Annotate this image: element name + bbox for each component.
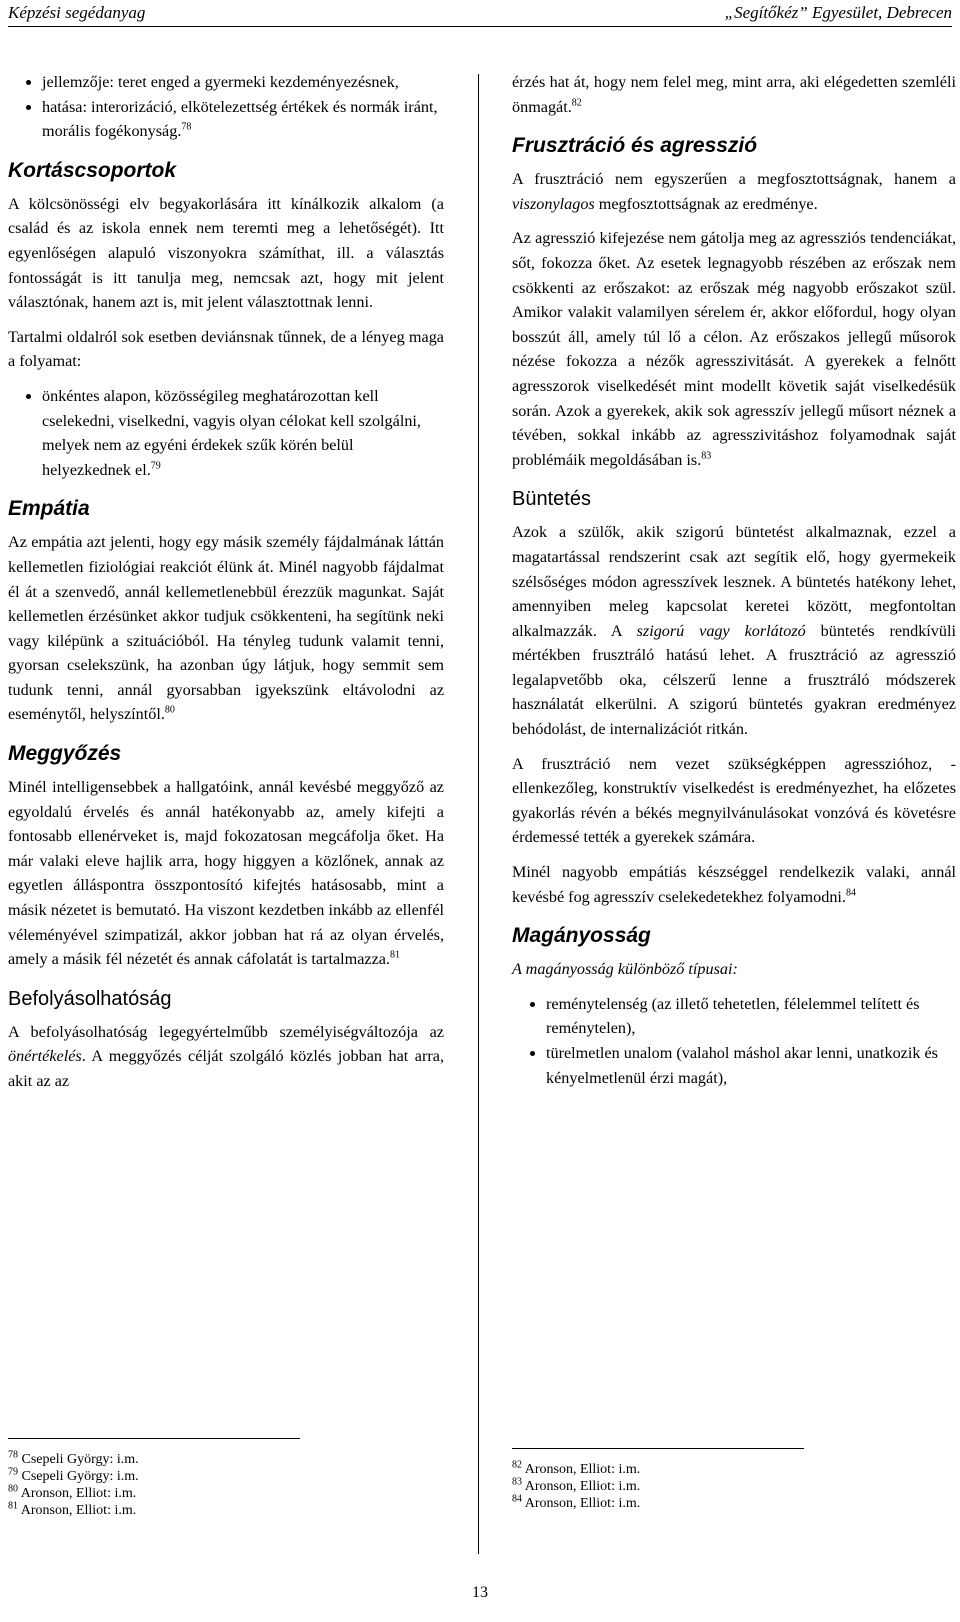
footnote-ref[interactable]: 79 — [150, 460, 161, 472]
left-column — [8, 70, 444, 1104]
heading-meggyozes: Meggyőzés — [8, 742, 122, 766]
footnote: $^{82}$ Aronson, Elliot: i.m. — [512, 1459, 641, 1477]
footnotes-left — [8, 1438, 444, 1519]
paragraph: érzés hat át, hogy nem felel meg, mint arra, aki elégedetten szemléli önmagát.$^{82}$ — [512, 73, 956, 116]
footnote: $^{80}$ Aronson, Elliot: i.m. — [8, 1483, 137, 1501]
heading-maganyossag: Magányosság — [512, 924, 651, 948]
paragraph: A kölcsönösségi elv begyakorlására itt kínálkozik alkalom (a család és az iskola ennek nem teremti meg a lehetőségét). Itt egyenlőségen alapuló viszonyokra számíthat, ill. a választás fontosságát is itt tanulja meg, nemcsak azt, hogy mit jelent választónak, hanem azt is, mit jelent választottnak lenni. — [8, 194, 444, 312]
footnote: $^{78}$ Csepeli György: i.m. — [8, 1449, 139, 1467]
footnote-ref[interactable]: 83 — [701, 450, 712, 462]
list-item: • önkéntes alapon, közösségileg meghatározottan kell cselekedni, viselkedni, vagyis olyan célokat kell szolgálni, melyek nem az egyéni érdekek szűk körén belül helyezkednek el.$^{79}$ — [42, 384, 444, 482]
paragraph: Minél nagyobb empátiás készséggel rendelkezik valaki, annál kevésbé fog agresszív cselekedetekhez folyamodni.$^{84}$ — [512, 863, 956, 906]
paragraph: Az empátia azt jelenti, hogy egy másik személy fájdalmának láttán kellemetlen fiziológiai reakciót élünk át. Minél nagyobb fájdalmat él át a szenvedő, annál kellemetlenebbül érezzük magunkat. Saját kellemetlen érzésünket akkor tudjuk csökkenteni, ha segítünk neki vagy kilépünk a szituációból. Ha tényleg tudunk valamit tenni, gyorsan cselekszünk, ha azonban úgy látjuk, hogy semmit sem tudunk tenni, annál gyorsabban igyekszünk eltávolodni az eseménytől, helyszíntől.$^{80}$ — [8, 533, 444, 724]
footnote-ref[interactable]: 81 — [390, 949, 401, 961]
footnote-ref[interactable]: 82 — [571, 97, 582, 109]
paragraph: A magányosság különböző típusai: — [512, 960, 738, 979]
paragraph: Minél intelligensebbek a hallgatóink, annál kevésbé meggyőző az egyoldalú érvelés és annál hatékonyabb az, amely kifejti a fontosabb ellenérveket is, majd fokozatosan megcáfolja őket. Ha már valaki eleve hajlik arra, hogy higgyen a közlőnek, annak az egyetlen álláspontra összpontosító kifejtés hatásosabb, mint a másik nézetet is bemutató. Ha viszont kezdetben inkább az ellenfél véleményével szimpatizál, akkor jobban hat rá az olyan érvelés, amely a másik fél nézetét és annak cáfolatát is tartalmazza.$^{81}$ — [8, 778, 444, 969]
heading-befolyasolhatosag: Befolyásolhatóság — [8, 987, 172, 1010]
list-item: • türelmetlen unalom (valahol máshol akar lenni, unatkozik és kényelmetlenül érzi magát), — [546, 1041, 956, 1090]
footnote-ref[interactable]: 78 — [181, 121, 192, 133]
header-left-title: Képzési segédanyag — [8, 3, 146, 22]
list-item: • reménytelenség (az illető tehetetlen, félelemmel telített és reménytelen), — [546, 992, 956, 1041]
paragraph: A befolyásolhatóság legegyértelműbb személyiségváltozója az önértékelés. A meggyőzés célját szolgáló közlés jobban hat arra, akit az az — [8, 1022, 444, 1090]
footnote-ref[interactable]: 84 — [845, 887, 856, 899]
page-number: 13 — [472, 1584, 488, 1601]
footnote: $^{84}$ Aronson, Elliot: i.m. — [512, 1493, 641, 1511]
paragraph: A frusztráció nem egyszerűen a megfosztottságnak, hanem a viszonylagos megfosztottságnak az eredménye. — [512, 170, 956, 213]
bullet-list-loneliness — [512, 992, 956, 1090]
paragraph: Tartalmi oldalról sok esetben deviánsnak tűnnek, de a lényeg maga a folyamat: — [8, 327, 444, 371]
bullet-list-peers — [8, 384, 444, 482]
heading-buntetes: Büntetés — [512, 488, 591, 511]
footnote: $^{81}$ Aronson, Elliot: i.m. — [8, 1500, 137, 1518]
heading-frusztracio: Frusztráció és agresszió — [512, 134, 758, 158]
header-right-title: „Segítőkéz” Egyesület, Debrecen — [724, 3, 952, 22]
footnote-rule — [8, 1438, 300, 1439]
heading-empatia: Empátia — [8, 497, 90, 521]
list-item: • hatása: interorizáció, elkötelezettség értékek és normák iránt, morális fogékonyság.$^{78}$ — [42, 95, 444, 144]
footnotes-right — [512, 1448, 956, 1512]
bullet-list-family — [8, 70, 444, 144]
footnote: $^{83}$ Aronson, Elliot: i.m. — [512, 1476, 641, 1494]
footnote-ref[interactable]: 80 — [164, 705, 175, 717]
paragraph: Azok a szülők, akik szigorú büntetést alkalmaznak, ezzel a magatartással rendszerint csak azt segítik elő, hogy gyermekeik szélsőséges módon agresszívek lesznek. A büntetés hatékony lehet, amennyiben meleg kapcsolat keretei között, megfontoltan alkalmazzák. A szigorú vagy korlátozó büntetés rendkívüli mértékben frusztráló hatású lehet. A frusztráció az agresszió legalapvetőbb oka, célszerű lenne a frusztráló módszerek használatát elkerülni. A szigorú büntetés gyakran eredményez behódolást, de internalizációt ritkán. — [512, 523, 956, 739]
paragraph: A frusztráció nem vezet szükségképpen agresszióhoz, - ellenkezőleg, konstruktív viselkedést is eredményezhet, ha előzetes gyakorlás révén a békés megnyilvánulásokat vonzóvá és követésre érdemessé tették a gyerekek számára. — [512, 754, 956, 847]
footnote-rule — [512, 1448, 804, 1449]
list-item: • jellemzője: teret enged a gyermeki kezdeményezésnek, — [42, 70, 444, 95]
column-divider — [478, 74, 479, 1554]
footnote: $^{79}$ Csepeli György: i.m. — [8, 1466, 139, 1484]
paragraph: Az agresszió kifejezése nem gátolja meg az agressziós tendenciákat, sőt, fokozza őket. Az esetek legnagyobb részében az erőszak nem csökkenti az erőszakot: az erőszak még nagyobb erőszakot szül. Amikor valakit valamilyen sérelem ér, akkor előfordul, hogy olyan bosszút áll, amely túl lő a célon. Az erőszakos jellegű műsorok nézése fokozza a nézők agresszivitását. A gyerekek a felnőtt agresszorok viselkedését mint modellt követik saját viselkedésük során. Azok a gyerekek, akik sok agresszív jellegű műsort néznek a tévében, sokkal inkább az agresszivitáshoz folyamodnak saját problémáik megoldásában is.$^{83}$ — [512, 229, 956, 469]
page-header — [8, 0, 952, 27]
right-column — [512, 70, 956, 1100]
heading-kortascsoportok: Kortáscsoportok — [8, 158, 177, 182]
